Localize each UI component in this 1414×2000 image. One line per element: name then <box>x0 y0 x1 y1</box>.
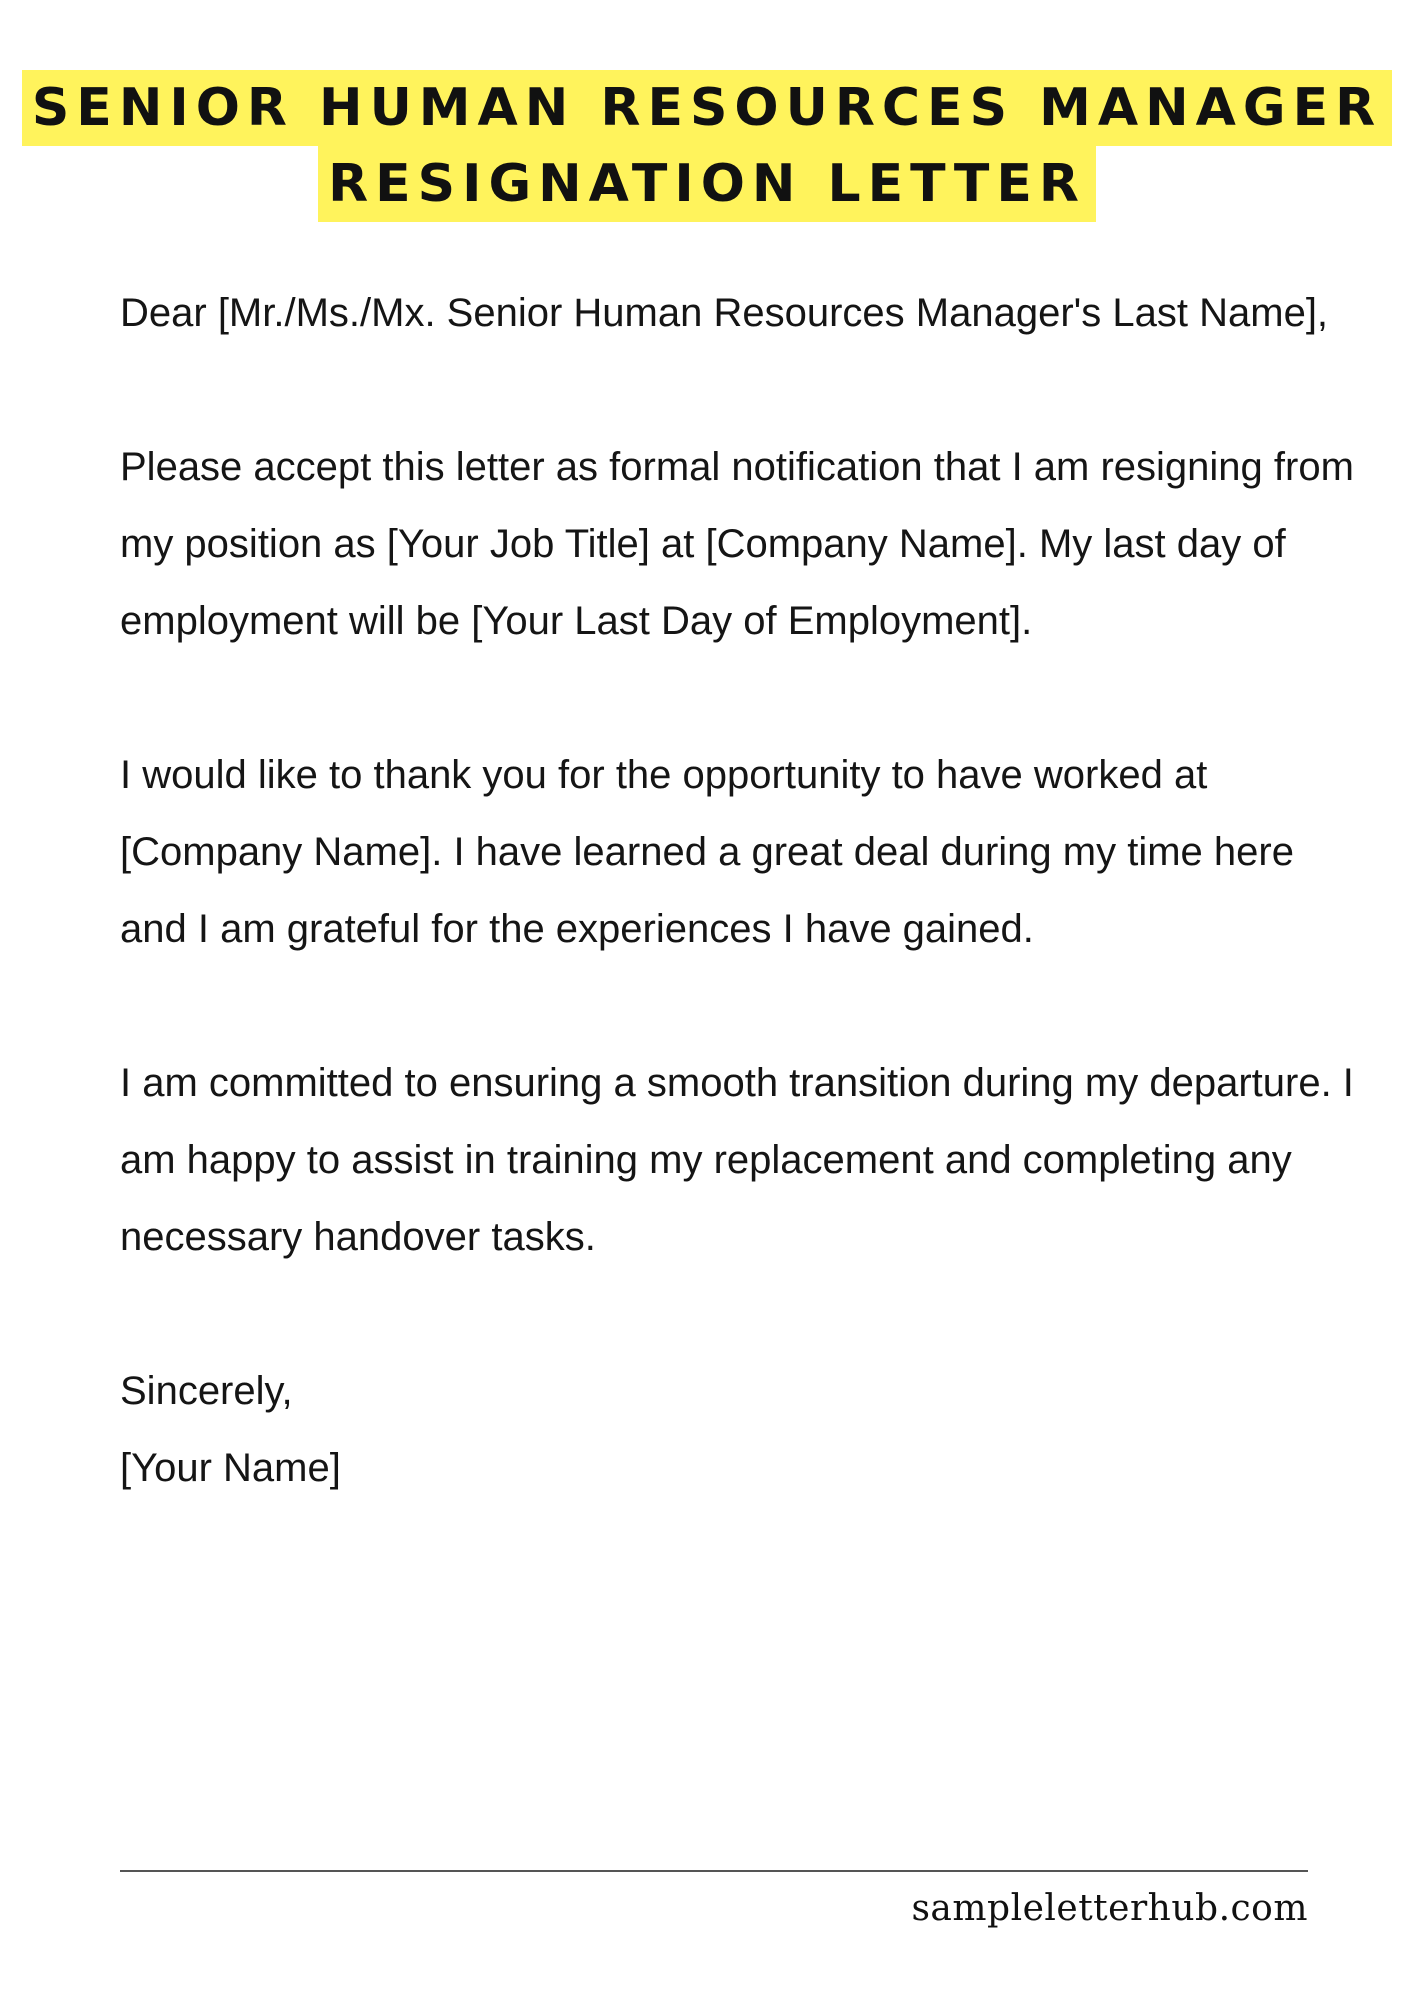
letter-body <box>120 275 1360 1507</box>
signature-placeholder: [Your Name] <box>120 1446 341 1490</box>
paragraph-transition: I am committed to ensuring a smooth transition during my departure. I am happy to assist in training my replacement and completing any necessary handover tasks. <box>120 1061 1354 1259</box>
website-label: sampleletterhub.com <box>911 1888 1308 1929</box>
paragraph-thanks: I would like to thank you for the opportunity to have worked at [Company Name]. I have learned a great deal during my time here and I am grateful for the experiences I have gained. <box>120 753 1294 951</box>
closing: Sincerely, <box>120 1369 293 1413</box>
title-line-1: SENIOR HUMAN RESOURCES MANAGER <box>22 70 1392 146</box>
salutation: Dear [Mr./Ms./Mx. Senior Human Resources Manager's Last Name], <box>120 291 1329 335</box>
document-title <box>0 70 1414 222</box>
footer-divider <box>120 1870 1308 1872</box>
title-line-2: RESIGNATION LETTER <box>318 146 1096 222</box>
paragraph-notification: Please accept this letter as formal notification that I am resigning from my position as [Your Job Title] at [Company Name]. My last day of employment will be [Your Last Day of Employment]. <box>120 445 1354 643</box>
